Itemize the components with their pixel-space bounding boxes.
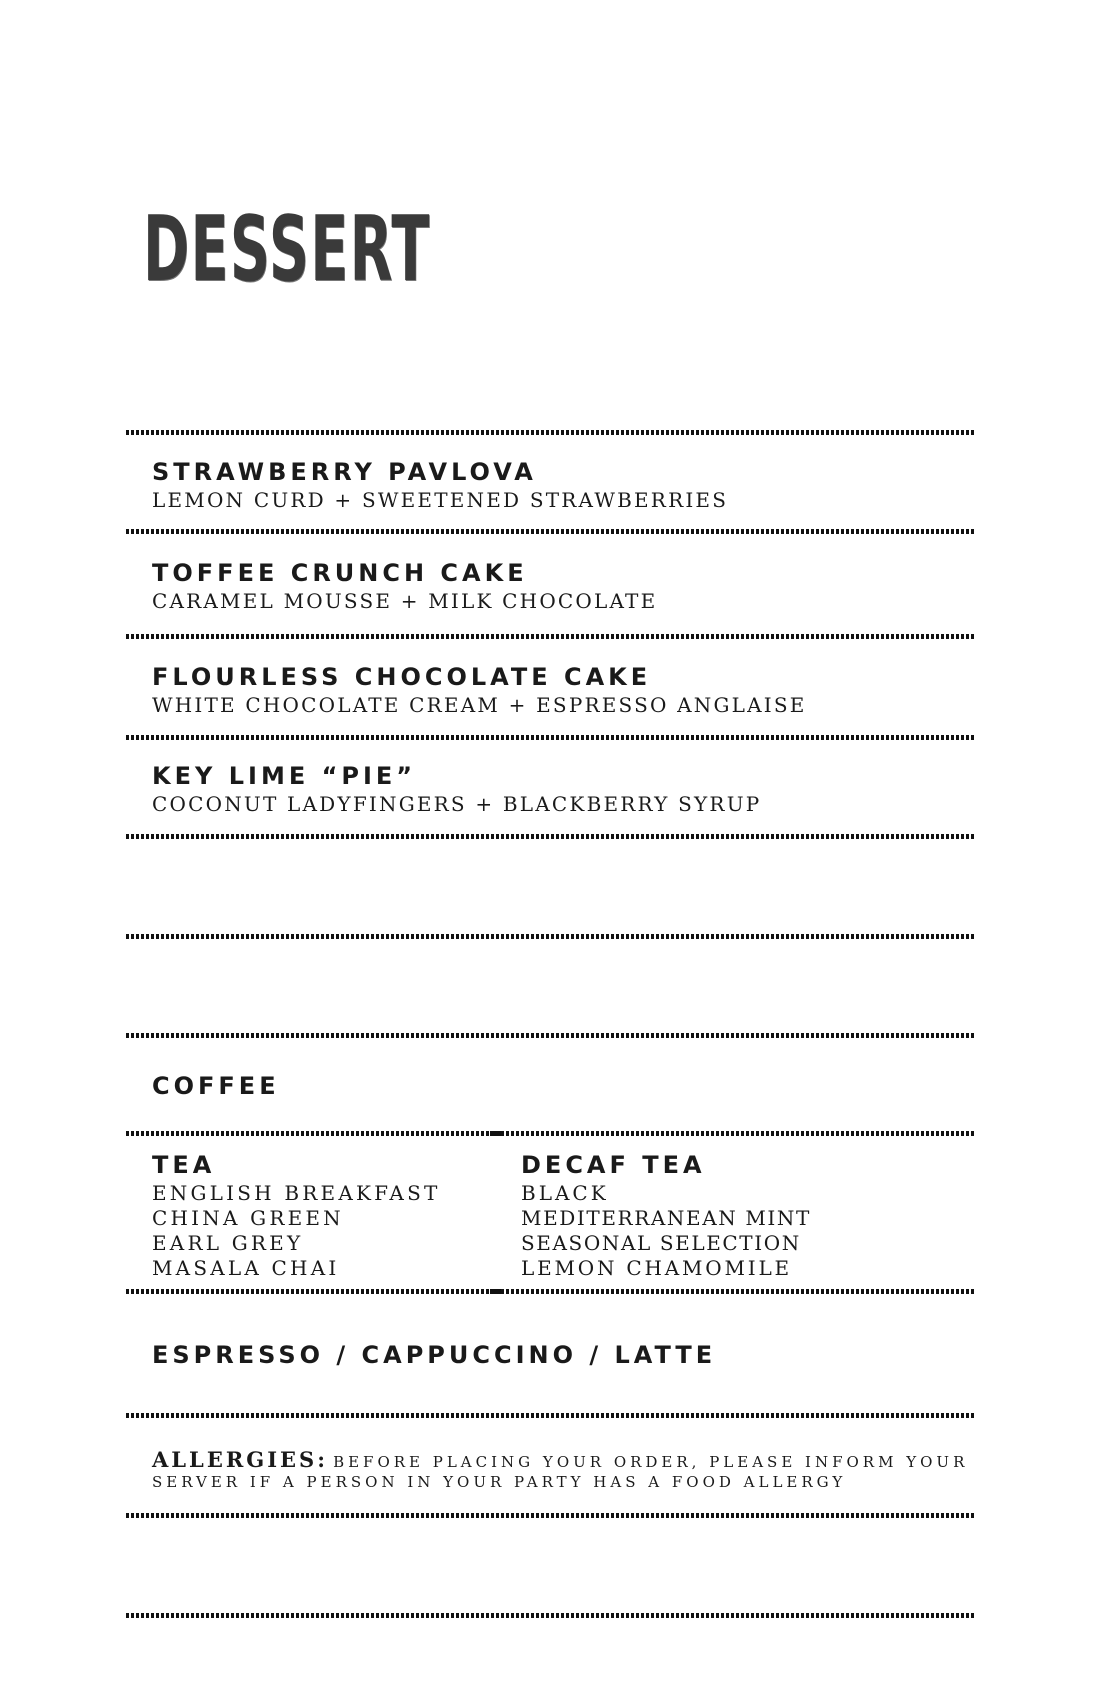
decaf-tea-item: SEASONAL SELECTION xyxy=(521,1231,801,1255)
dotted-divider xyxy=(126,1613,974,1618)
dotted-divider xyxy=(496,1131,974,1136)
tea-heading: TEA xyxy=(152,1151,216,1179)
espresso-heading: ESPRESSO / CAPPUCCINO / LATTE xyxy=(152,1341,717,1369)
dessert-description: COCONUT LADYFINGERS + BLACKBERRY SYRUP xyxy=(152,792,762,816)
dessert-description: LEMON CURD + SWEETENED STRAWBERRIES xyxy=(152,488,729,512)
dotted-divider xyxy=(126,934,974,939)
dotted-divider xyxy=(126,834,974,839)
dessert-description: WHITE CHOCOLATE CREAM + ESPRESSO ANGLAISE xyxy=(152,693,807,717)
decaf-tea-heading: DECAF TEA xyxy=(521,1151,706,1179)
dessert-name: TOFFEE CRUNCH CAKE xyxy=(152,559,528,587)
dotted-divider xyxy=(126,529,974,534)
dotted-divider xyxy=(126,1131,496,1136)
dotted-divider xyxy=(496,1289,974,1294)
dessert-name: KEY LIME “PIE” xyxy=(152,762,417,790)
dotted-divider xyxy=(126,735,974,740)
dessert-description: CARAMEL MOUSSE + MILK CHOCOLATE xyxy=(152,589,658,613)
tea-item: ENGLISH BREAKFAST xyxy=(152,1181,441,1205)
tea-item: EARL GREY xyxy=(152,1231,304,1255)
dotted-divider xyxy=(126,430,974,435)
page-title: DESSERT xyxy=(143,197,431,302)
dotted-divider xyxy=(126,1513,974,1518)
dotted-divider xyxy=(126,634,974,639)
tea-item: CHINA GREEN xyxy=(152,1206,344,1230)
allergy-label: ALLERGIES: xyxy=(152,1447,328,1472)
dessert-name: STRAWBERRY PAVLOVA xyxy=(152,458,537,486)
dotted-divider xyxy=(126,1413,974,1418)
dessert-name: FLOURLESS CHOCOLATE CAKE xyxy=(152,663,652,691)
dotted-divider xyxy=(126,1033,974,1038)
allergy-notice xyxy=(152,1447,972,1491)
dotted-divider xyxy=(126,1289,496,1294)
decaf-tea-item: LEMON CHAMOMILE xyxy=(521,1256,792,1280)
decaf-tea-item: MEDITERRANEAN MINT xyxy=(521,1206,811,1230)
allergy-text: BEFORE PLACING YOUR ORDER, PLEASE INFORM YOUR SERVER IF A PERSON IN YOUR PARTY HAS A FOOD ALLERGY xyxy=(152,1453,969,1492)
tea-item: MASALA CHAI xyxy=(152,1256,340,1280)
decaf-tea-item: BLACK xyxy=(521,1181,609,1205)
coffee-heading: COFFEE xyxy=(152,1072,280,1100)
